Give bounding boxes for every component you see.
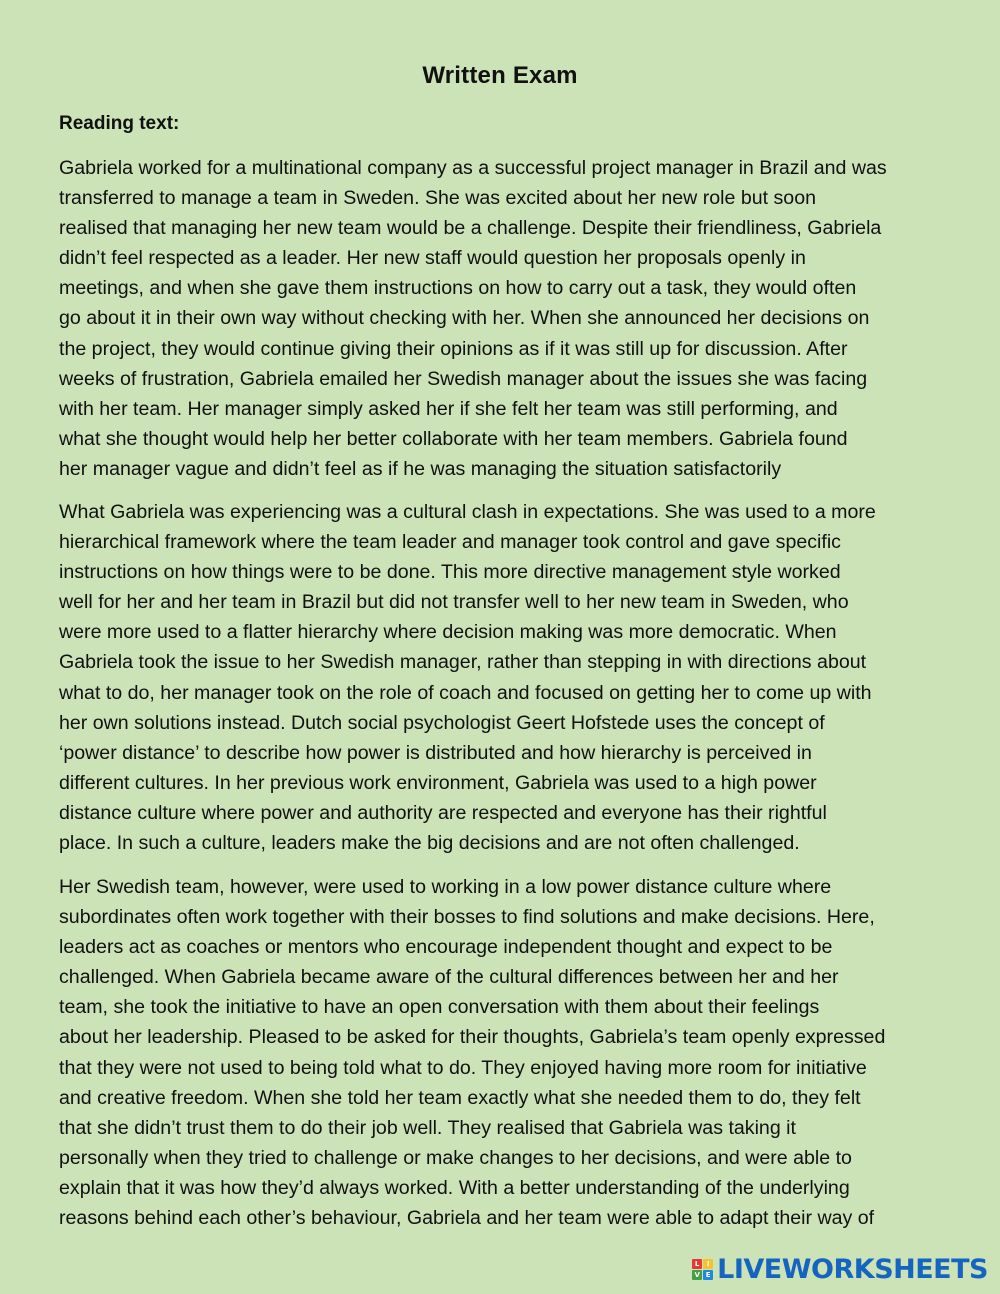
text-line: instructions on how things were to be done. This more directive management style worked (59, 561, 841, 584)
text-line: reasons behind each other’s behaviour, Gabriela and her team were able to adapt their way of (59, 1207, 875, 1230)
text-line: challenged. When Gabriela became aware of the cultural differences between her and her (59, 966, 839, 989)
logo-mark-tile: V (692, 1270, 702, 1280)
text-line: and creative freedom. When she told her team exactly what she needed them to do, they felt (59, 1086, 861, 1109)
text-line: What Gabriela was experiencing was a cultural clash in expectations. She was used to a more (59, 501, 876, 523)
text-line: her own solutions instead. Dutch social psychologist Geert Hofstede uses the concept of (59, 711, 825, 734)
logo-mark-tile: L (692, 1259, 702, 1269)
logo-mark-tile: E (703, 1270, 713, 1280)
text-line: explain that it was how they’d always worked. With a better understanding of the underlying (59, 1176, 850, 1199)
text-line: about her leadership. Pleased to be asked for their thoughts, Gabriela’s team openly expressed (59, 1026, 886, 1049)
text-line: meetings, and when she gave them instructions on how to carry out a task, they would often (59, 277, 857, 300)
text-line: didn’t feel respected as a leader. Her new staff would question her proposals openly in (59, 247, 806, 270)
text-line: distance culture where power and authority are respected and everyone has their rightful (59, 801, 827, 824)
text-line: team, she took the initiative to have an open conversation with them about their feelings (59, 996, 820, 1019)
logo-mark-tile: I (703, 1259, 713, 1269)
text-line: what she thought would help her better collaborate with her team members. Gabriela found (59, 427, 848, 450)
text-line: that she didn’t trust them to do their job well. They realised that Gabriela was taking it (59, 1116, 796, 1139)
page-title: Written Exam (422, 62, 578, 89)
text-line: her manager vague and didn’t feel as if he was managing the situation satisfactorily (59, 457, 782, 480)
logo-mark-icon (692, 1259, 713, 1280)
liveworksheets-logo (692, 1254, 988, 1284)
text-line: that they were not used to being told what to do. They enjoyed having more room for initiative (59, 1056, 867, 1079)
text-line: were more used to a flatter hierarchy where decision making was more democratic. When (59, 621, 837, 644)
text-line: transferred to manage a team in Sweden. She was excited about her new role but soon (59, 187, 816, 210)
text-line: realised that managing her new team would be a challenge. Despite their friendliness, Gabriela (59, 217, 882, 240)
text-line: hierarchical framework where the team leader and manager took control and gave specific (59, 531, 841, 554)
text-line: Gabriela took the issue to her Swedish manager, rather than stepping in with directions about (59, 651, 867, 674)
reading-paragraph-1 (59, 153, 949, 484)
text-line: personally when they tried to challenge or make changes to her decisions, and were able to (59, 1146, 852, 1169)
section-label: Reading text: (59, 113, 180, 134)
text-line: different cultures. In her previous work environment, Gabriela was used to a high power (59, 771, 817, 794)
logo-text: LIVEWORKSHEETS (717, 1253, 988, 1285)
text-line: place. In such a culture, leaders make the big decisions and are not often challenged. (59, 832, 800, 855)
text-line: leaders act as coaches or mentors who encourage independent thought and expect to be (59, 936, 833, 959)
text-line: the project, they would continue giving their opinions as if it was still up for discussion. After (59, 337, 848, 360)
text-line: weeks of frustration, Gabriela emailed her Swedish manager about the issues she was facing (59, 367, 868, 390)
text-line: subordinates often work together with their bosses to find solutions and make decisions. Here, (59, 906, 875, 929)
text-line: go about it in their own way without checking with her. When she announced her decisions on (59, 307, 870, 330)
text-line: ‘power distance’ to describe how power is distributed and how hierarchy is perceived in (59, 741, 812, 764)
text-line: Gabriela worked for a multinational company as a successful project manager in Brazil and was (59, 157, 887, 179)
reading-paragraph-2 (59, 497, 949, 858)
reading-paragraph-3 (59, 872, 949, 1233)
text-line: well for her and her team in Brazil but did not transfer well to her new team in Sweden, who (59, 591, 849, 614)
text-line: what to do, her manager took on the role of coach and focused on getting her to come up with (59, 681, 872, 704)
text-line: with her team. Her manager simply asked her if she felt her team was still performing, and (59, 397, 838, 420)
text-line: Her Swedish team, however, were used to working in a low power distance culture where (59, 876, 832, 898)
